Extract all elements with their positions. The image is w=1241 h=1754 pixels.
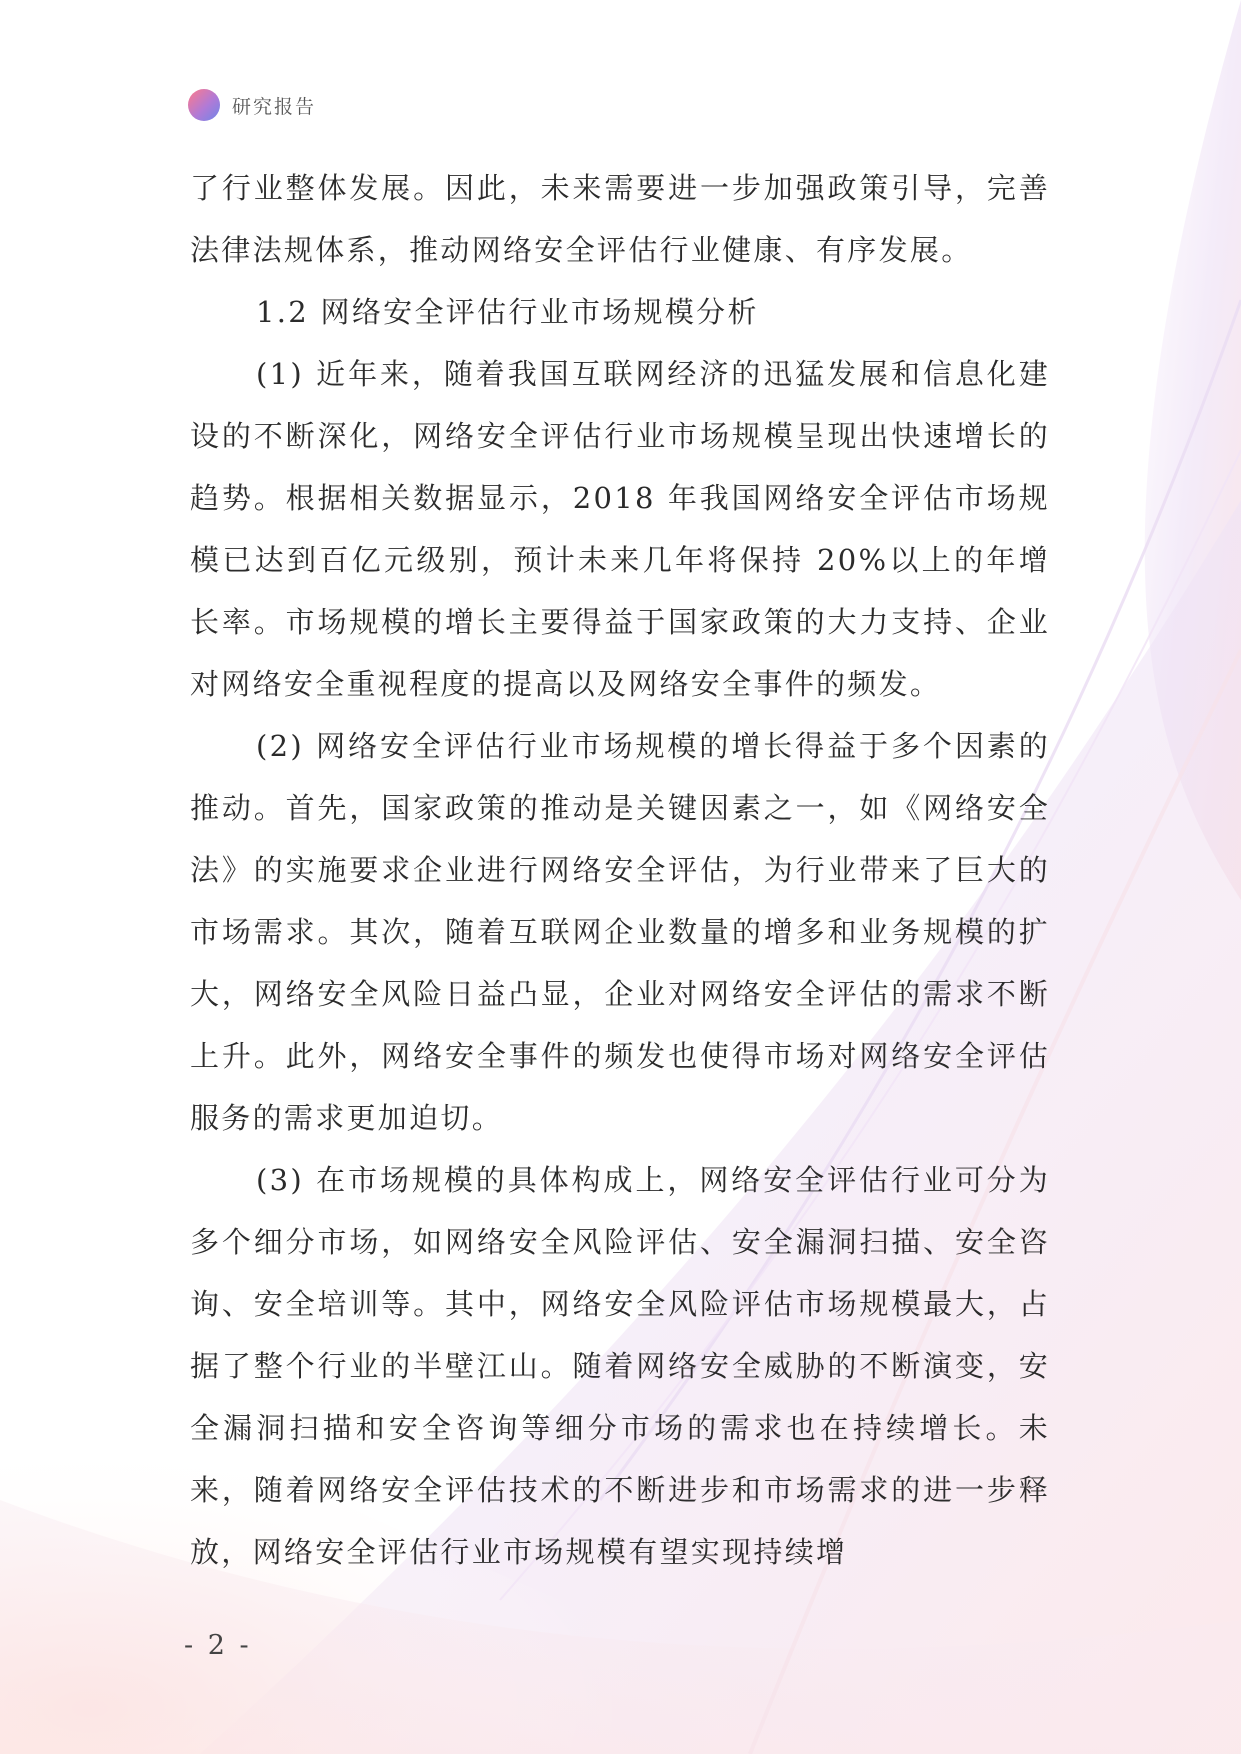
paragraph-continued: 了行业整体发展。因此，未来需要进一步加强政策引导，完善法律法规体系，推动网络安全评估行业健康、有序发展。 [190,171,1050,267]
section-heading: 1.2 网络安全评估行业市场规模分析 [256,295,759,329]
paragraph-1: (1) 近年来，随着我国互联网经济的迅猛发展和信息化建设的不断深化，网络安全评估行业市场规模呈现出快速增长的趋势。根据相关数据显示，2018 年我国网络安全评估市场规模已达到百亿元级别，预计未来几年将保持 20%以上的年增长率。市场规模的增长主要得益于国家政策的大力支持、企业对网络安全重视程度的提高以及网络安全事件的频发。 [190,357,1050,701]
page-header [188,88,316,122]
document-body [190,157,1050,1583]
logo-icon [188,89,220,121]
header-title: 研究报告 [232,95,317,118]
paragraph-2: (2) 网络安全评估行业市场规模的增长得益于多个因素的推动。首先，国家政策的推动是关键因素之一，如《网络安全法》的实施要求企业进行网络安全评估，为行业带来了巨大的市场需求。其次，随着互联网企业数量的增多和业务规模的扩大，网络安全风险日益凸显，企业对网络安全评估的需求不断上升。此外，网络安全事件的频发也使得市场对网络安全评估服务的需求更加迫切。 [190,729,1050,1135]
paragraph-3: (3) 在市场规模的具体构成上，网络安全评估行业可分为多个细分市场，如网络安全风险评估、安全漏洞扫描、安全咨询、安全培训等。其中，网络安全风险评估市场规模最大，占据了整个行业的半壁江山。随着网络安全威胁的不断演变，安全漏洞扫描和安全咨询等细分市场的需求也在持续增长。未来，随着网络安全评估技术的不断进步和市场需求的进一步释放，网络安全评估行业市场规模有望实现持续增 [190,1163,1050,1569]
page-number: - 2 - [184,1630,252,1661]
